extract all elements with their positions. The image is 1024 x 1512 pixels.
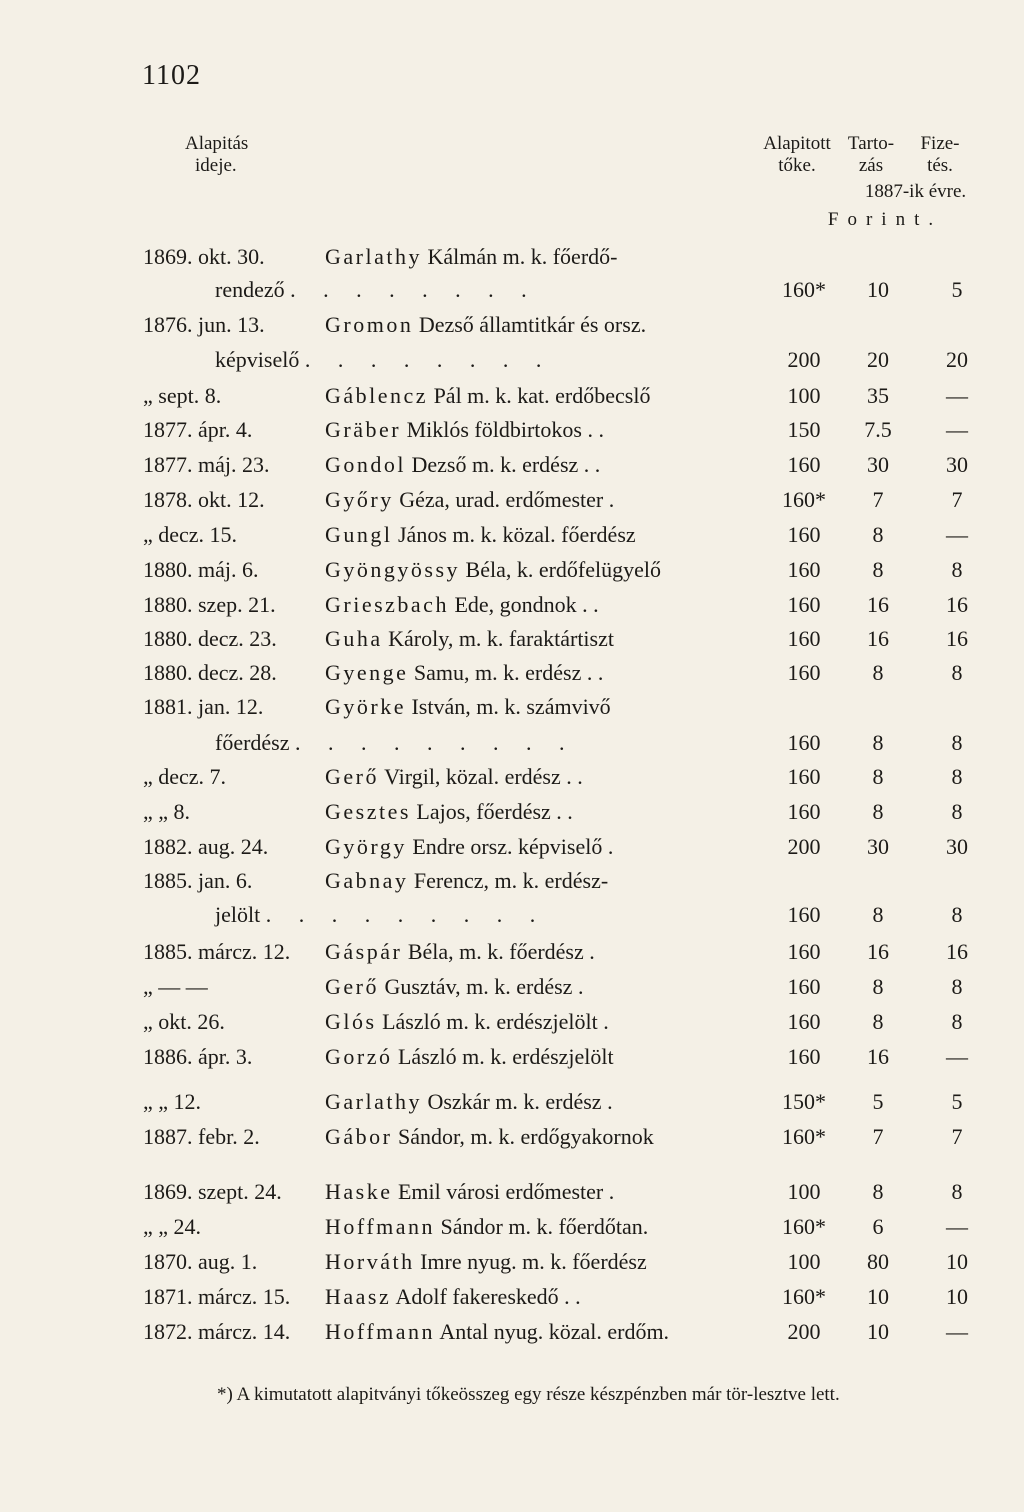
entry-date: 1880. decz. 28.: [143, 660, 277, 685]
entry-description: [325, 518, 636, 552]
entry-text: Lajos, főerdész . .: [416, 799, 573, 824]
entry-text: Antal nyug. közal. erdőm.: [439, 1319, 670, 1344]
entry-text: Géza, urad. erdőmester .: [399, 487, 615, 512]
entry-date: 1877. máj. 23.: [143, 452, 270, 477]
alapitott-toke-value: 160: [787, 592, 821, 617]
fizetes-value: 16: [946, 592, 968, 617]
entry-text: főerdész: [215, 730, 290, 755]
entry-surname: Hoffmann: [325, 1214, 436, 1239]
entry-date: 1882. aug. 24.: [143, 834, 269, 859]
entry-description: [325, 308, 646, 342]
table-row: [0, 690, 1024, 724]
tartozas-value: 7.5: [864, 417, 892, 442]
entry-description: [215, 898, 546, 932]
tartozas-value: 8: [872, 902, 884, 927]
entry-description: [325, 588, 599, 622]
fizetes-value: —: [946, 417, 968, 442]
alapitott-toke-value: 150*: [782, 1089, 826, 1114]
table-row: [0, 413, 1024, 447]
tartozas-value: 8: [872, 974, 884, 999]
fizetes-value: 8: [951, 660, 963, 685]
entry-surname: Glós: [325, 1009, 377, 1034]
entry-text: Ede, gondnok . .: [454, 592, 599, 617]
entry-text: Béla, k. erdőfelügyelő: [465, 557, 662, 582]
leader-dots: . . . . . . . . .: [265, 902, 547, 927]
entry-text: Béla, m. k. főerdész .: [407, 939, 595, 964]
entry-description: [325, 795, 573, 829]
entry-date: 1877. ápr. 4.: [143, 417, 253, 442]
alapitott-toke-value: 200: [787, 347, 821, 372]
fizetes-value: 8: [951, 1179, 963, 1204]
entry-date: 1878. okt. 12.: [143, 487, 265, 512]
entry-description: [325, 1085, 613, 1119]
alapitott-toke-value: 200: [787, 834, 821, 859]
tartozas-value: 8: [872, 522, 884, 547]
alapitott-toke-value: 160: [787, 660, 821, 685]
entry-text: rendező: [215, 277, 285, 302]
tartozas-value: 10: [867, 1284, 889, 1309]
entry-date: 1872. márcz. 14.: [143, 1319, 291, 1344]
fizetes-value: 10: [946, 1284, 968, 1309]
table-row: [0, 935, 1024, 969]
fizetes-value: 16: [946, 939, 968, 964]
table-row: [0, 273, 1024, 307]
entry-text: István, m. k. számvivő: [411, 694, 611, 719]
fizetes-value: —: [946, 1044, 968, 1069]
fizetes-value: —: [946, 1214, 968, 1239]
header-alapitott-line1: Alapitott: [763, 133, 831, 154]
table-row: [0, 448, 1024, 482]
fizetes-value: 16: [946, 626, 968, 651]
entry-date: 1881. jan. 12.: [143, 694, 264, 719]
alapitott-toke-value: 160: [787, 452, 821, 477]
entry-date: 1869. okt. 30.: [143, 244, 265, 269]
entry-description: [325, 830, 613, 864]
entry-date: 1869. szept. 24.: [143, 1179, 282, 1204]
fizetes-value: —: [946, 383, 968, 408]
tartozas-value: 16: [867, 626, 889, 651]
alapitott-toke-value: 160: [787, 939, 821, 964]
table-row: [0, 483, 1024, 517]
entry-date: „ sept. 8.: [143, 383, 222, 408]
entry-surname: György: [325, 834, 407, 859]
entry-description: [325, 622, 614, 656]
leader-dots: . . . . . . . . .: [295, 730, 576, 755]
entry-description: [325, 864, 608, 898]
entry-surname: Győry: [325, 487, 394, 512]
entry-text: Gusztáv, m. k. erdész .: [384, 974, 584, 999]
tartozas-value: 8: [872, 660, 884, 685]
table-row: [0, 830, 1024, 864]
tartozas-value: 30: [867, 452, 889, 477]
entry-date: „ okt. 26.: [143, 1009, 225, 1034]
tartozas-value: 30: [867, 834, 889, 859]
entry-date: 1876. jun. 13.: [143, 312, 265, 337]
entry-description: [215, 273, 538, 307]
entry-date: 1880. szep. 21.: [143, 592, 276, 617]
entry-date: 1880. máj. 6.: [143, 557, 259, 582]
entry-surname: Gerő: [325, 974, 379, 999]
table-row: [0, 308, 1024, 342]
entry-date: „ „ 12.: [143, 1089, 202, 1114]
fizetes-value: 8: [951, 730, 963, 755]
header-fizetes: [905, 133, 975, 177]
entry-description: [325, 656, 603, 690]
header-alapitott-line2: tőke.: [778, 155, 816, 176]
entry-date: 1885. jan. 6.: [143, 868, 253, 893]
entry-surname: Gräber: [325, 417, 402, 442]
entry-text: László m. k. erdészjelölt .: [382, 1009, 609, 1034]
fizetes-value: 30: [946, 834, 968, 859]
entry-date: 1880. decz. 23.: [143, 626, 277, 651]
entry-surname: Gungl: [325, 522, 393, 547]
fizetes-value: 8: [951, 902, 963, 927]
alapitott-toke-value: 160*: [782, 487, 826, 512]
entry-text: Pál m. k. kat. erdőbecslő: [433, 383, 651, 408]
alapitott-toke-value: 100: [787, 1249, 821, 1274]
entry-text: jelölt: [215, 902, 261, 927]
entry-text: Imre nyug. m. k. főerdész: [420, 1249, 647, 1274]
page-number: 1102: [142, 60, 201, 91]
entry-surname: Gyöngyössy: [325, 557, 461, 582]
entry-description: [325, 1175, 614, 1209]
table-row: [0, 240, 1024, 274]
alapitott-toke-value: 160: [787, 626, 821, 651]
entry-date: 1870. aug. 1.: [143, 1249, 258, 1274]
table-row: [0, 1040, 1024, 1074]
header-currency: Forint.: [827, 209, 943, 230]
table-row: [0, 379, 1024, 413]
tartozas-value: 8: [872, 799, 884, 824]
header-year-note: 1887-ik évre.: [864, 181, 967, 202]
entry-text: Kálmán m. k. főerdő-: [427, 244, 618, 269]
alapitott-toke-value: 160*: [782, 1124, 826, 1149]
entry-date: 1887. febr. 2.: [143, 1124, 260, 1149]
entry-description: [325, 935, 595, 969]
entry-date: „ — —: [143, 974, 208, 999]
alapitott-toke-value: 150: [787, 417, 821, 442]
entry-description: [325, 1040, 614, 1074]
table-row: [0, 795, 1024, 829]
entry-description: [325, 553, 661, 587]
alapitott-toke-value: 160*: [782, 1214, 826, 1239]
entry-text: László m. k. erdészjelölt: [397, 1044, 614, 1069]
alapitott-toke-value: 160: [787, 799, 821, 824]
table-row: [0, 1280, 1024, 1314]
tartozas-value: 6: [872, 1214, 884, 1239]
header-date-column: [185, 133, 248, 177]
table-row: [0, 588, 1024, 622]
tartozas-value: 16: [867, 939, 889, 964]
entry-text: Miklós földbirtokos . .: [406, 417, 604, 442]
entry-surname: Gyenge: [325, 660, 409, 685]
tartozas-value: 7: [872, 1124, 884, 1149]
alapitott-toke-value: 160*: [782, 277, 826, 302]
entry-surname: Györke: [325, 694, 406, 719]
alapitott-toke-value: 160: [787, 902, 821, 927]
entry-description: [325, 413, 604, 447]
fizetes-value: 8: [951, 1009, 963, 1034]
table-row: [0, 760, 1024, 794]
header-tartozas-line2: zás: [858, 155, 884, 176]
table-row: [0, 1120, 1024, 1154]
table-row: [0, 726, 1024, 760]
fizetes-value: 30: [946, 452, 968, 477]
entry-description: [325, 240, 617, 274]
leader-dots: . . . . . . . .: [304, 347, 553, 372]
entry-surname: Garlathy: [325, 1089, 422, 1114]
entry-text: Oszkár m. k. erdész .: [427, 1089, 613, 1114]
entry-surname: Hoffmann: [325, 1319, 436, 1344]
fizetes-value: 7: [951, 487, 963, 512]
entry-date: 1871. márcz. 15.: [143, 1284, 291, 1309]
header-fizetes-line1: Fize-: [920, 133, 960, 154]
entry-date: „ decz. 7.: [143, 764, 227, 789]
entry-text: Sándor, m. k. erdőgyakornok: [397, 1124, 654, 1149]
header-fizetes-line2: tés.: [927, 155, 953, 176]
tartozas-value: 8: [872, 730, 884, 755]
entry-surname: Gerő: [325, 764, 379, 789]
tartozas-value: 7: [872, 487, 884, 512]
entry-description: [325, 1315, 669, 1349]
entry-description: [325, 1005, 609, 1039]
tartozas-value: 5: [872, 1089, 884, 1114]
alapitott-toke-value: 160: [787, 557, 821, 582]
alapitott-toke-value: 160*: [782, 1284, 826, 1309]
table-row: [0, 970, 1024, 1004]
table-row: [0, 518, 1024, 552]
tartozas-value: 8: [872, 1179, 884, 1204]
entry-text: Károly, m. k. faraktártiszt: [388, 626, 614, 651]
entry-text: Sándor m. k. főerdőtan.: [440, 1214, 649, 1239]
entry-surname: Gabnay: [325, 868, 409, 893]
entry-text: Virgil, közal. erdész . .: [384, 764, 583, 789]
entry-description: [325, 448, 600, 482]
entry-surname: Gesztes: [325, 799, 411, 824]
table-row: [0, 656, 1024, 690]
header-date-line1: Alapitás: [185, 133, 249, 154]
alapitott-toke-value: 100: [787, 383, 821, 408]
alapitott-toke-value: 160: [787, 522, 821, 547]
tartozas-value: 8: [872, 764, 884, 789]
fizetes-value: 10: [946, 1249, 968, 1274]
fizetes-value: 8: [951, 764, 963, 789]
table-row: [0, 898, 1024, 932]
entry-description: [325, 760, 583, 794]
alapitott-toke-value: 160: [787, 1009, 821, 1034]
entry-text: Ferencz, m. k. erdész-: [413, 868, 609, 893]
tartozas-value: 16: [867, 592, 889, 617]
alapitott-toke-value: 160: [787, 764, 821, 789]
entry-text: Dezső államtitkár és orsz.: [418, 312, 647, 337]
tartozas-value: 16: [867, 1044, 889, 1069]
entry-description: [325, 1280, 581, 1314]
fizetes-value: 8: [951, 557, 963, 582]
alapitott-toke-value: 160: [787, 730, 821, 755]
tartozas-value: 80: [867, 1249, 889, 1274]
entry-surname: Haasz: [325, 1284, 392, 1309]
tartozas-value: 20: [867, 347, 889, 372]
header-tartozas: [838, 133, 904, 177]
entry-text: képviselő: [215, 347, 300, 372]
entry-surname: Gáspár: [325, 939, 403, 964]
entry-surname: Gábor: [325, 1124, 393, 1149]
fizetes-value: 20: [946, 347, 968, 372]
entry-description: [215, 343, 552, 377]
entry-text: Samu, m. k. erdész . .: [413, 660, 604, 685]
leader-dots: . . . . . . . .: [290, 277, 538, 302]
table-row: [0, 1005, 1024, 1039]
tartozas-value: 8: [872, 557, 884, 582]
tartozas-value: 35: [867, 383, 889, 408]
fizetes-value: 8: [951, 974, 963, 999]
entry-description: [325, 483, 614, 517]
fizetes-value: 5: [951, 1089, 963, 1114]
header-date-line2: ideje.: [195, 155, 237, 176]
entry-description: [215, 726, 576, 760]
alapitott-toke-value: 160: [787, 1044, 821, 1069]
fizetes-value: —: [946, 1319, 968, 1344]
table-row: [0, 1175, 1024, 1209]
tartozas-value: 8: [872, 1009, 884, 1034]
table-row: [0, 553, 1024, 587]
table-row: [0, 622, 1024, 656]
table-row: [0, 1085, 1024, 1119]
entry-surname: Gáblencz: [325, 383, 429, 408]
entry-surname: Haske: [325, 1179, 393, 1204]
alapitott-toke-value: 160: [787, 974, 821, 999]
entry-surname: Horváth: [325, 1249, 415, 1274]
entry-date: 1886. ápr. 3.: [143, 1044, 253, 1069]
entry-description: [325, 1210, 648, 1244]
entry-description: [325, 970, 583, 1004]
entry-text: Dezső m. k. erdész . .: [411, 452, 601, 477]
tartozas-value: 10: [867, 277, 889, 302]
alapitott-toke-value: 200: [787, 1319, 821, 1344]
table-row: [0, 864, 1024, 898]
entry-surname: Garlathy: [325, 244, 422, 269]
entry-text: Endre orsz. képviselő .: [412, 834, 614, 859]
header-tartozas-line1: Tarto-: [847, 133, 895, 154]
table-row: [0, 1210, 1024, 1244]
entry-description: [325, 1120, 654, 1154]
entry-surname: Grieszbach: [325, 592, 449, 617]
entry-text: Adolf fakereskedő . .: [395, 1284, 581, 1309]
entry-date: 1885. márcz. 12.: [143, 939, 291, 964]
entry-surname: Gorzó: [325, 1044, 393, 1069]
tartozas-value: 10: [867, 1319, 889, 1344]
entry-description: [325, 690, 611, 724]
entry-date: „ „ 24.: [143, 1214, 202, 1239]
fizetes-value: 5: [951, 277, 963, 302]
entry-surname: Guha: [325, 626, 383, 651]
entry-text: Emil városi erdőmester .: [397, 1179, 615, 1204]
entry-date: „ decz. 15.: [143, 522, 238, 547]
fizetes-value: —: [946, 522, 968, 547]
table-row: [0, 1315, 1024, 1349]
entry-description: [325, 379, 650, 413]
header-alapitott-toke: [757, 133, 837, 177]
footnote: *) A kimutatott alapitványi tőkeösszeg egy része készpénzben már tör-lesztve lett.: [217, 1384, 840, 1405]
entry-description: [325, 1245, 647, 1279]
entry-text: János m. k. közal. főerdész: [398, 522, 636, 547]
fizetes-value: 8: [951, 799, 963, 824]
table-row: [0, 343, 1024, 377]
entry-surname: Gromon: [325, 312, 414, 337]
entry-surname: Gondol: [325, 452, 406, 477]
table-row: [0, 1245, 1024, 1279]
fizetes-value: 7: [951, 1124, 963, 1149]
entry-date: „ „ 8.: [143, 799, 191, 824]
alapitott-toke-value: 100: [787, 1179, 821, 1204]
